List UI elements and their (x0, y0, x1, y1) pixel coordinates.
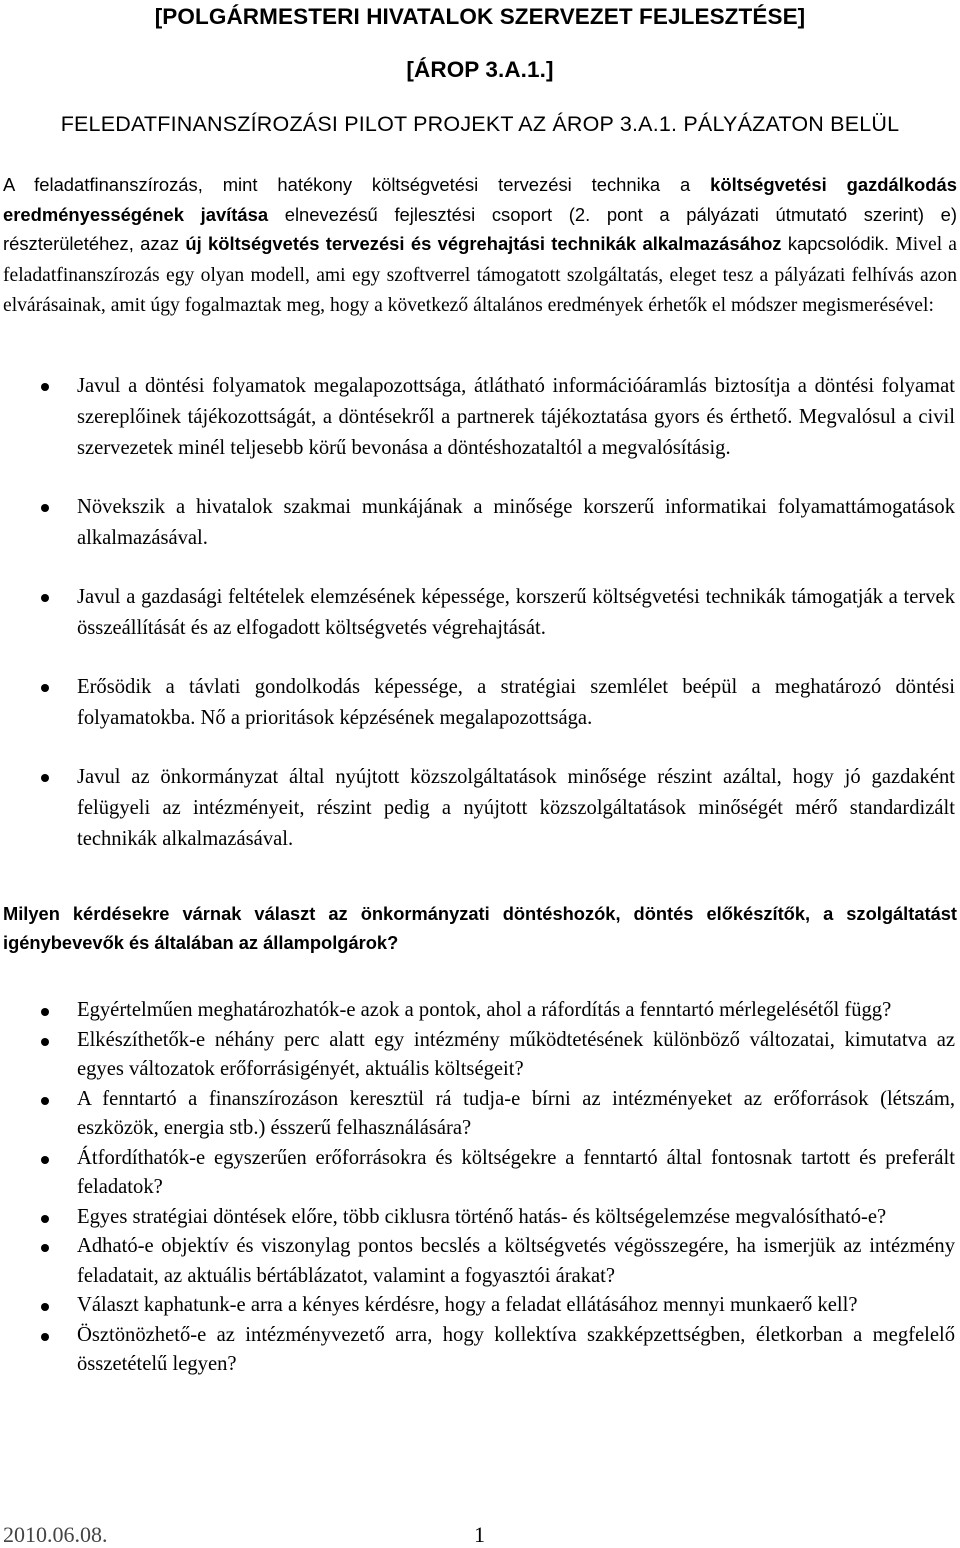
list-item-text: Elkészíthetők-e néhány perc alatt egy intézmény működtetésének különböző változatai, kimutatva az egyes változatok erőforrásigényét, aktuális költségeit? (77, 1028, 955, 1080)
list-item (0, 1291, 960, 1321)
list-item-text: Javul a döntési folyamatok megalapozottsága, átlátható információáramlás biztosítja a döntési folyamat szereplőinek tájékozottságát, a döntésekről a partnerek tájékoztatása gyors és érthető. Megvalósul a civil szervezetek minél teljesebb körű bevonása a döntéshozataltól a megvalósításig. (77, 375, 955, 459)
intro-paragraph (3, 170, 957, 321)
results-list (0, 371, 960, 883)
list-item-text: Növekszik a hivatalok szakmai munkájának a minősége korszerű informatikai folyamattámogatások alkalmazásával. (77, 496, 955, 549)
list-item (0, 492, 960, 554)
list-item-text: Javul a gazdasági feltételek elemzésének képessége, korszerű költségvetési technikák támogatják a tervek összeállítását és az elfogadott költségvetés végrehajtását. (77, 586, 955, 639)
list-item-text: A fenntartó a finanszírozáson keresztül rá tudja-e bírni az intézményeket az erőforrások (létszám, eszközök, energia stb.) ésszerű felhasználására? (77, 1087, 955, 1139)
intro-bold-2: új költségvetés tervezési és végrehajtási technikák alkalmazásához (185, 233, 782, 254)
list-item-text: Erősödik a távlati gondolkodás képessége, a stratégiai szemlélet beépül a meghatározó döntési folyamatokba. Nő a prioritások képzésének megalapozottsága. (77, 676, 955, 729)
list-item (0, 1203, 960, 1233)
list-item-text: Adható-e objektív és viszonylag pontos becslés a költségvetés végösszegére, ha ismerjük az intézmény feladatait, az aktuális bértáblázatot, valamint a fogyasztói árakat? (77, 1235, 955, 1287)
bullet-icon (41, 684, 49, 692)
list-item (0, 762, 960, 855)
bullet-icon (41, 1156, 49, 1164)
intro-text-3: kapcsolódik. (781, 233, 896, 254)
bullet-icon (41, 1333, 49, 1341)
bullet-icon (41, 774, 49, 782)
list-item-text: Választ kaphatunk-e arra a kényes kérdésre, hogy a feladat ellátásához mennyi munkaerő kell? (77, 1294, 858, 1316)
list-item (0, 1085, 960, 1144)
document-title: [POLGÁRMESTERI HIVATALOK SZERVEZET FEJLESZTÉSE] (154, 4, 806, 29)
intro-text-4: Mivel a feladatfinanszírozás egy olyan modell, ami egy szoftverrel támogatott szolgáltatás, eleget tesz a pályázati felhívás azon elvárásainak, amit úgy fogalmaztak meg, hogy a következő általános eredmények érhetők el módszer megismerésével: (3, 234, 957, 316)
document-subtitle: FELEDATFINANSZÍROZÁSI PILOT PROJEKT AZ ÁROP 3.A.1. PÁLYÁZATON BELÜL (60, 112, 900, 136)
program-code: [ÁROP 3.A.1.] (406, 57, 554, 82)
list-item (0, 996, 960, 1026)
bullet-icon (41, 594, 49, 602)
bullet-icon (41, 1038, 49, 1046)
list-item (0, 1144, 960, 1203)
bullet-icon (41, 1215, 49, 1223)
bullet-icon (41, 1303, 49, 1311)
list-item (0, 1232, 960, 1291)
list-item (0, 582, 960, 644)
questions-list (0, 996, 960, 1380)
bullet-icon (41, 1008, 49, 1016)
list-item (0, 672, 960, 734)
page-number: 1 (474, 1522, 485, 1547)
bullet-icon (41, 1244, 49, 1252)
footer-date: 2010.06.08. (3, 1522, 108, 1547)
list-item-text: Átfordíthatók-e egyszerűen erőforrásokra és költségekre a fenntartó által fontosnak tartott és preferált feladatok? (77, 1146, 955, 1198)
list-item-text: Egyes stratégiai döntések előre, több ciklusra történő hatás- és költségelemzése megvalósítható-e? (77, 1205, 887, 1228)
list-item-text: Ösztönözhető-e az intézményvezető arra, hogy kollektíva szakképzettségben, életkorban a megfelelő összetételű legyen? (77, 1323, 955, 1375)
intro-bold-1: költségvetési gazdálkodás eredményességének javítása (3, 174, 957, 225)
section-heading: Milyen kérdésekre várnak választ az önkormányzati döntéshozók, döntés előkészítők, a szolgáltatást igénybevevők és általában az állampolgárok? (3, 903, 957, 953)
bullet-icon (41, 504, 49, 512)
intro-text-2: elnevezésű fejlesztési csoport (2. pont a pályázati útmutató szerint) e) részterületéhez, azaz (3, 203, 957, 254)
intro-text-1: A feladatfinanszírozás, mint hatékony költségvetési tervezési technika a (3, 174, 711, 195)
list-item (0, 1321, 960, 1380)
bullet-icon (41, 383, 49, 391)
list-item (0, 1026, 960, 1085)
list-item (0, 371, 960, 464)
list-item-text: Egyértelműen meghatározhatók-e azok a pontok, ahol a ráfordítás a fenntartó mérlegelésétől függ? (77, 999, 892, 1021)
list-item-text: Javul az önkormányzat által nyújtott közszolgáltatások minősége részint azáltal, hogy jó gazdaként felügyeli az intézményeit, részint pedig a nyújtott közszolgáltatások minőségét mérő standardizált technikák alkalmazásával. (77, 766, 955, 850)
bullet-icon (41, 1097, 49, 1105)
